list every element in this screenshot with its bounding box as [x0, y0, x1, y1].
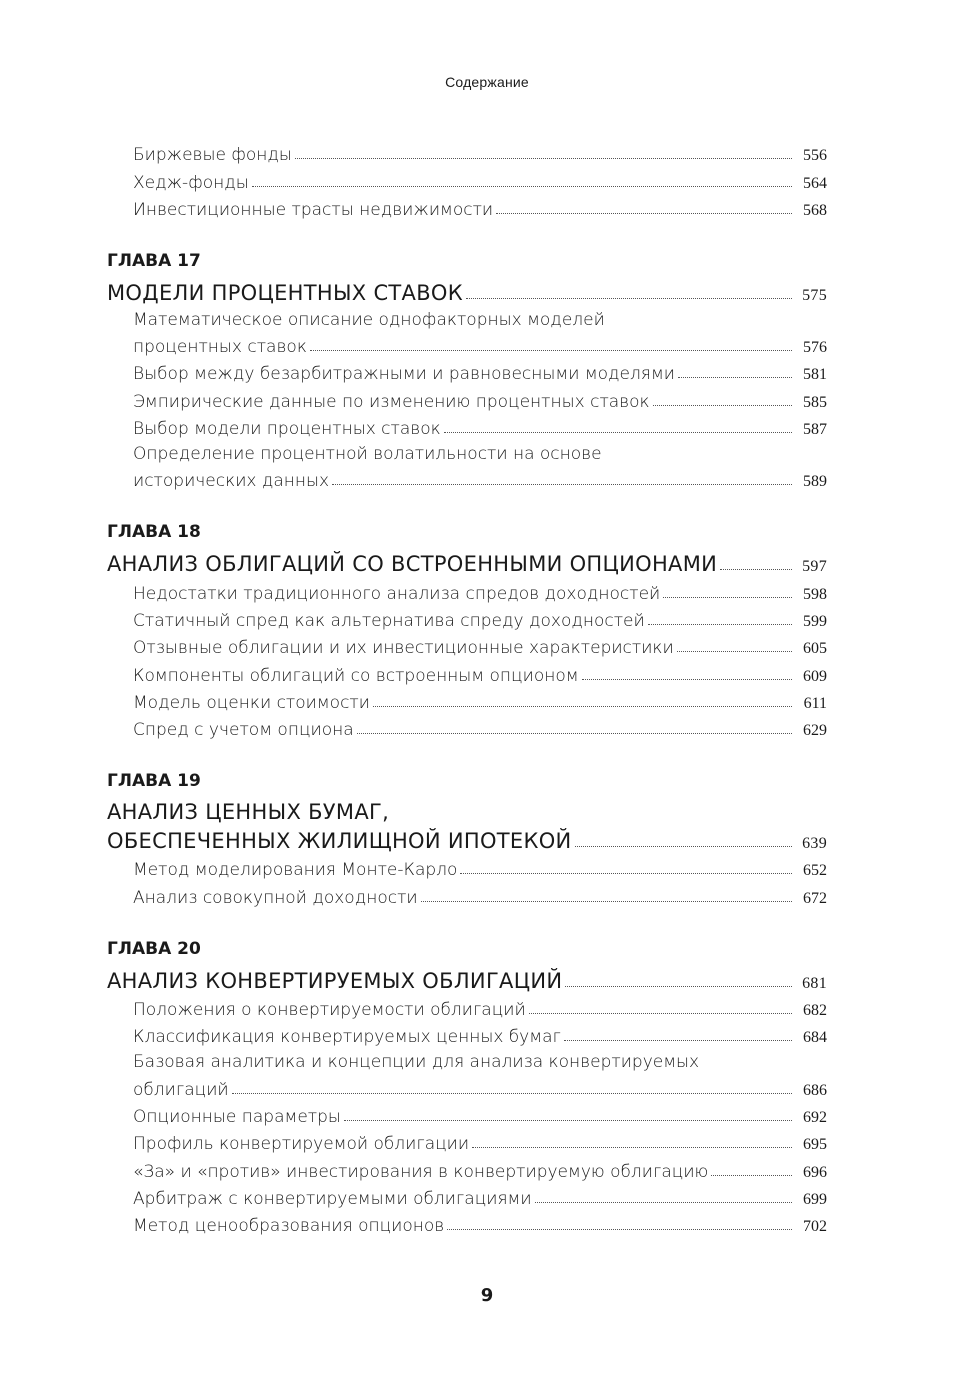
toc-entry: [107, 1127, 827, 1154]
dot-leader: [535, 1202, 792, 1203]
dot-leader: [232, 1093, 792, 1094]
toc-entry-title: Метод ценообразования опционов: [133, 1216, 445, 1237]
toc-entry: [107, 412, 827, 439]
chapter-section: [107, 518, 827, 740]
toc-entry-title: Арбитраж с конвертируемыми облигациями: [133, 1188, 532, 1209]
dot-leader: [648, 624, 792, 625]
chapter-title-line: [107, 796, 827, 824]
toc-entry: [107, 138, 827, 165]
dot-leader: [529, 1013, 792, 1014]
page-reference: 702: [803, 1218, 827, 1236]
chapter-title-row: [107, 276, 827, 305]
toc-entry: [107, 330, 827, 357]
toc-entry-title: Эмпирические данные по изменению процентных ставок: [133, 391, 650, 412]
dot-leader: [496, 213, 792, 214]
chapter-title-text: АНАЛИЗ ОБЛИГАЦИЙ СО ВСТРОЕННЫМИ ОПЦИОНАМИ: [107, 552, 718, 577]
toc-entry-title: Анализ совокупной доходности: [133, 887, 418, 908]
dot-leader: [575, 846, 792, 847]
toc-entry-title: Положения о конвертируемости облигаций: [133, 1000, 526, 1021]
toc-entry-title: Компоненты облигаций со встроенным опционом: [133, 665, 579, 686]
page-reference: 564: [803, 174, 827, 192]
page-number: 9: [480, 1285, 494, 1306]
page-reference: 684: [803, 1029, 827, 1047]
dot-leader: [344, 1120, 792, 1121]
table-of-contents: [107, 138, 827, 1236]
page-reference: 695: [803, 1136, 827, 1154]
page-reference: 609: [803, 667, 827, 685]
toc-entry: [107, 576, 827, 603]
toc-entry: [107, 193, 827, 220]
toc-entry-title: Отзывные облигации и их инвестиционные характеристики: [133, 638, 674, 659]
toc-entry: [107, 1020, 827, 1047]
chapter-title-row: [107, 964, 827, 993]
toc-entry: [107, 357, 827, 384]
toc-entry: [107, 604, 827, 631]
page-reference: 696: [803, 1163, 827, 1181]
dot-leader: [677, 651, 792, 652]
page-reference: 599: [803, 612, 827, 630]
page-reference: 686: [803, 1081, 827, 1099]
chapter-section: [107, 247, 827, 491]
chapter-section: [107, 767, 827, 908]
dot-leader: [663, 597, 792, 598]
page-reference: 672: [803, 889, 827, 907]
page-reference: 568: [803, 201, 827, 219]
dot-leader: [565, 986, 792, 987]
page-reference: 681: [802, 974, 827, 992]
toc-entry-line: [107, 439, 827, 464]
toc-entry: [107, 165, 827, 192]
toc-entry: [107, 1072, 827, 1099]
page-reference: 611: [803, 694, 827, 712]
toc-entry-title: Модель оценки стоимости: [133, 692, 370, 713]
toc-entry-title: исторических данных: [133, 471, 330, 492]
toc-entry: [107, 658, 827, 685]
dot-leader: [444, 432, 792, 433]
dot-leader: [678, 377, 792, 378]
page-reference: 597: [802, 558, 827, 576]
dot-leader: [295, 158, 792, 159]
chapter-label: ГЛАВА 18: [107, 522, 201, 543]
toc-entry-title: Инвестиционные трасты недвижимости: [133, 199, 494, 220]
toc-entry: [107, 880, 827, 907]
chapter-section: [107, 935, 827, 1236]
dot-leader: [421, 901, 792, 902]
page-reference: 652: [803, 862, 827, 880]
chapter-label: ГЛАВА 17: [107, 250, 201, 271]
chapter-title-text: МОДЕЛИ ПРОЦЕНТНЫХ СТАВОК: [107, 280, 463, 305]
toc-entry: [107, 853, 827, 880]
dot-leader: [373, 706, 792, 707]
toc-entry-title: Хедж-фонды: [133, 172, 249, 193]
toc-entry: [107, 1182, 827, 1209]
running-head: Содержание: [445, 74, 529, 90]
page-reference: 692: [803, 1108, 827, 1126]
page-reference: 556: [803, 147, 827, 165]
toc-entry-title: Выбор между безарбитражными и равновесными моделями: [133, 364, 675, 385]
toc-entry-title: Опционные параметры: [133, 1106, 341, 1127]
dot-leader: [582, 679, 792, 680]
toc-entry-title: облигаций: [133, 1079, 229, 1100]
toc-entry-title: Спред с учетом опциона: [133, 720, 354, 741]
chapter-title-row: [107, 824, 827, 853]
toc-entry-line: [107, 1047, 827, 1072]
toc-entry: [107, 993, 827, 1020]
toc-entry-title: процентных ставок: [133, 337, 307, 358]
chapter-title-row: [107, 547, 827, 576]
toc-entry: [107, 686, 827, 713]
toc-entry-title: Недостатки традиционного анализа спредов доходностей: [133, 583, 661, 604]
chapter-title-text: АНАЛИЗ КОНВЕРТИРУЕМЫХ ОБЛИГАЦИЙ: [107, 968, 563, 993]
page-reference: 699: [803, 1190, 827, 1208]
toc-entry: [107, 713, 827, 740]
chapter-label: ГЛАВА 20: [107, 938, 201, 959]
dot-leader: [252, 186, 792, 187]
toc-entry-title: Профиль конвертируемой облигации: [133, 1134, 470, 1155]
toc-entry-title: Статичный спред как альтернатива спреду доходностей: [133, 610, 645, 631]
page-reference: 585: [803, 393, 827, 411]
dot-leader: [357, 733, 792, 734]
page-reference: 589: [803, 473, 827, 491]
chapter-title-text: ОБЕСПЕЧЕННЫХ ЖИЛИЩНОЙ ИПОТЕКОЙ: [107, 829, 572, 854]
toc-entry-title: Определение процентной волатильности на основе: [133, 444, 602, 465]
page-reference: 587: [803, 421, 827, 439]
dot-leader: [711, 1175, 792, 1176]
toc-entry: [107, 631, 827, 658]
page-reference: 581: [803, 366, 827, 384]
chapter-label: ГЛАВА 19: [107, 771, 201, 792]
page-reference: 576: [803, 339, 827, 357]
page-reference: 598: [803, 585, 827, 603]
toc-entry-title: Выбор модели процентных ставок: [133, 419, 441, 440]
toc-entry: [107, 464, 827, 491]
toc-entry-title: «За» и «против» инвестирования в конвертируемую облигацию: [133, 1161, 709, 1182]
page-reference: 682: [803, 1002, 827, 1020]
dot-leader: [310, 350, 792, 351]
dot-leader: [466, 298, 792, 299]
chapter-title-text: АНАЛИЗ ЦЕННЫХ БУМАГ,: [107, 800, 390, 825]
dot-leader: [332, 484, 792, 485]
page-reference: 629: [803, 722, 827, 740]
toc-entry-line: [107, 305, 827, 330]
dot-leader: [720, 569, 792, 570]
toc-entry-title: Классификация конвертируемых ценных бумаг: [133, 1027, 561, 1048]
dot-leader: [653, 405, 792, 406]
page-reference: 575: [802, 286, 827, 304]
dot-leader: [564, 1040, 792, 1041]
dot-leader: [472, 1147, 792, 1148]
toc-entry-title: Математическое описание однофакторных моделей: [133, 309, 605, 330]
toc-entry: [107, 384, 827, 411]
toc-entry: [107, 1100, 827, 1127]
dot-leader: [460, 873, 792, 874]
page-reference: 639: [802, 835, 827, 853]
page-reference: 605: [803, 640, 827, 658]
toc-entry-title: Метод моделирования Монте-Карло: [133, 860, 458, 881]
toc-entry: [107, 1209, 827, 1236]
toc-entry: [107, 1154, 827, 1181]
toc-entry-title: Биржевые фонды: [133, 145, 292, 166]
dot-leader: [447, 1229, 792, 1230]
toc-entry-title: Базовая аналитика и концепции для анализа конвертируемых: [133, 1052, 700, 1073]
